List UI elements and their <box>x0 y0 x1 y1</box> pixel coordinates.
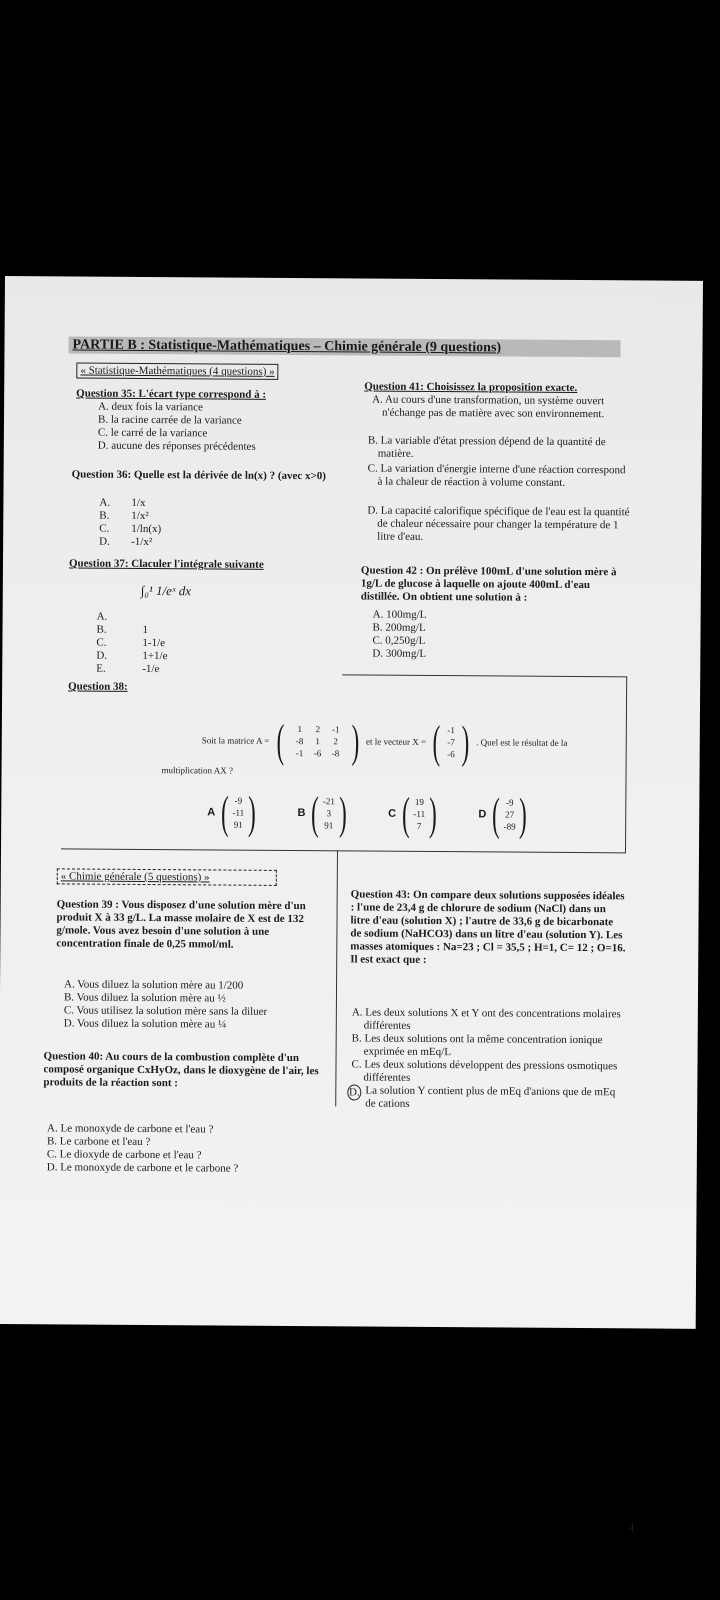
q38-answer-c: C ( 19 -11 7 ) <box>388 787 437 840</box>
q43-title: Question 43: On compare deux solutions supposées idéales : l'une de 23,4 g de chlorure de sodium (NaCl) dans un litre d'eau (solution X) ; l'autre de 33,6 g de bicarbonate de sodium (NaHCO3) dans un litre d'eau (solution Y). Les masses atomiques : Na=23 ; Cl = 35,5 ; H=1, C= 12 ; O=16. Il est exact que : <box>350 888 626 966</box>
q36-letter-b: B. <box>99 509 110 522</box>
q42-option-b: B. 200mg/L <box>372 621 426 634</box>
q37-value-d: 1+1/e <box>142 649 168 663</box>
q42-option-c: C. 0,250g/L <box>372 634 426 647</box>
q38-answer-a: A ( -9 -11 91 ) <box>207 786 256 838</box>
q37-title: Question 37: Claculer l'intégrale suivante <box>68 557 264 571</box>
stat-section-label: « Statistique-Mathématiques (4 questions) » <box>76 363 278 380</box>
q43-option-b: B. Les deux solutions ont la même concentration ionique exprimée en mEq/L <box>351 1032 603 1059</box>
q40-option-d: D. Le monoxyde de carbone et le carbone ? <box>46 1161 239 1175</box>
page-number: 4 <box>628 1520 635 1535</box>
q37-letter-b: B. <box>96 623 107 636</box>
q36-letter-c: C. <box>99 522 110 535</box>
q39-option-d: D. Vous diluez la solution mère au ¼ <box>63 1017 227 1031</box>
q37-value-c: 1-1/e <box>142 636 166 650</box>
q39-option-b: B. Vous diluez la solution mère au ½ <box>63 991 226 1005</box>
q39-title: Question 39 : Vous disposez d'une solution mère d'un produit X à 33 g/L. La masse molaire de X est de 132 g/mole. Vous avez besoin d'une solution à une concentration finale de 0,25 mmol/ml. <box>56 898 306 951</box>
q41-option-c: C. La variation d'énergie interne d'une réaction correspond à la chaleur de réaction à volume constant. <box>367 462 626 489</box>
q38-answers <box>207 786 531 840</box>
q41-option-b: B. La variable d'état pression dépend de la quantité de matière. <box>367 434 606 460</box>
q43-option-d <box>347 1084 621 1112</box>
q36-value-c: 1/ln(x) <box>131 522 162 536</box>
q38-answer-b: B ( -21 3 91 ) <box>297 787 347 839</box>
q39-option-a: A. Vous diluez la solution mère au 1/200 <box>64 978 244 992</box>
q36-value-b: 1/x² <box>131 509 149 523</box>
section-header: PARTIE B : Statistique-Mathématiques – Chimie générale (9 questions) <box>68 336 620 357</box>
q40-option-b: B. Le carbone et l'eau ? <box>46 1135 151 1149</box>
q40-title: Question 40: Au cours de la combustion complète d'un composé organique CxHyOz, dans le dioxygène de l'air, les produits de la réaction sont : <box>43 1050 319 1090</box>
q39-option-c: C. Vous utilisez la solution mère sans la diluer <box>63 1004 268 1018</box>
q42-option-a: A. 100mg/L <box>372 608 427 621</box>
q38-suffix: . Quel est le résultat de la <box>476 737 568 748</box>
q43-option-d-letter: D. <box>347 1084 361 1100</box>
q36-title: Question 36: Quelle est la dérivée de ln(x) ? (avec x>0) <box>71 468 326 483</box>
q42-title: Question 42 : On prélève 100mL d'une solution mère à 1g/L de glucose à laquelle on ajoute 400mL d'eau distillée. On obtient une solution à : <box>360 564 617 604</box>
q40-option-a: A. Le monoxyde de carbone et l'eau ? <box>47 1122 214 1136</box>
q38-statement: Soit la matrice A = ( 1 2 -1 -8 1 2 -1 -6 -8 ) et le vecteur X = ( -1 -7 -6 ) . Quel est le résultat de la <box>201 714 568 768</box>
q36-letter-a: A. <box>99 496 111 509</box>
q37-letter-d: D. <box>96 649 108 662</box>
q36-value-a: 1/x <box>131 496 146 509</box>
q37-letter-a: A. <box>96 610 108 623</box>
q35-option-d: D. aucune des réponses précédentes <box>97 439 256 453</box>
q37-value-b: 1 <box>142 623 149 637</box>
q35-option-c: C. le carré de la variance <box>97 426 208 440</box>
q36-letter-d: D. <box>99 535 110 548</box>
q43-option-c: C. Les deux solutions développent des pressions osmotiques différentes <box>351 1058 618 1084</box>
q37-letter-e: E. <box>96 662 106 675</box>
q37-integral: ∫₀¹ 1/eˣ dx <box>140 582 192 599</box>
chem-section-label: « Chimie générale (5 questions) » <box>57 868 277 886</box>
vector-x: -1 -7 -6 <box>447 725 455 760</box>
q35-option-b: B. la racine carrée de la variance <box>97 413 242 427</box>
q35-option-a: A. deux fois la variance <box>98 400 203 414</box>
q38-prefix: Soit la matrice A = <box>201 735 270 746</box>
q36-value-d: -1/x² <box>131 535 153 549</box>
q38-middle: et le vecteur X = <box>365 736 427 747</box>
q42-option-d: D. 300mg/L <box>372 647 427 660</box>
exam-page <box>0 276 703 1535</box>
q38-answer-d: D ( -9 27 -89 ) <box>478 788 528 840</box>
q41-option-a: A. Au cours d'une transformation, un système ouvert n'échange pas de matière avec son environnement. <box>372 393 605 421</box>
q38-title: Question 38: <box>68 680 128 693</box>
q41-title: Question 41: Choisissez la proposition exacte. <box>364 380 578 394</box>
q38-line2: multiplication AX ? <box>161 765 234 776</box>
q43-divider <box>335 850 338 1106</box>
q37-value-e: -1/e <box>142 662 160 676</box>
q43-option-a: A. Les deux solutions X et Y ont des concentrations molaires différentes <box>351 1006 621 1032</box>
q35-title: Question 35: L'écart type correspond à : <box>76 387 267 401</box>
q41-option-d: D. La capacité calorifique spécifique de l'eau est la quantité de chaleur nécessaire pour changer la température de 1 litre d'eau. <box>367 504 630 543</box>
q37-letter-c: C. <box>96 636 107 649</box>
matrix-a: 1 2 -1 -8 1 2 -1 -6 -8 <box>295 724 340 759</box>
q40-option-c: C. Le dioxyde de carbone et l'eau ? <box>46 1148 202 1162</box>
q43-option-d-text: La solution Y contient plus de mEq d'anions que de mEq de cations <box>365 1084 616 1110</box>
